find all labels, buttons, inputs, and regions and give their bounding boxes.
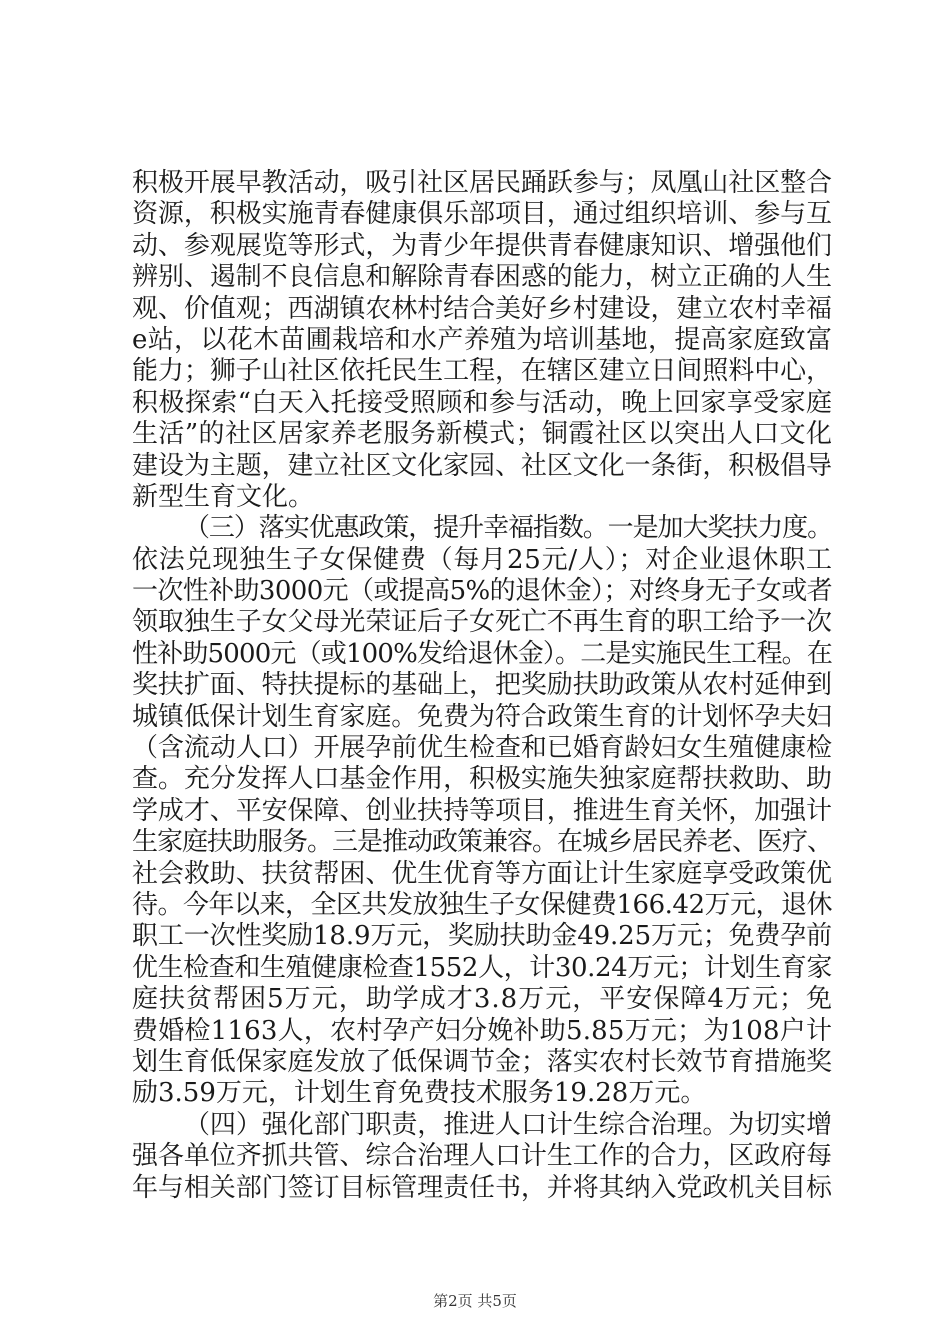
text-line: 费婚检1163人，农村孕产妇分娩补助5.85万元；为108户计 [132,1015,833,1046]
text-line: 社会救助、扶贫帮困、优生优育等方面让计生家庭享受政策优 [132,858,832,889]
text-line: 庭扶贫帮困5万元，助学成才3.8万元，平安保障4万元；免 [132,984,834,1015]
paragraph-start-line: （三）落实优惠政策，提升幸福指数。一是加大奖扶力度。 [184,513,832,544]
text-line: 职工一次性奖励18.9万元，奖励扶助金49.25万元；免费孕前 [132,921,832,952]
text-line: 查。充分发挥人口基金作用，积极实施失独家庭帮扶救助、助 [132,764,832,795]
text-line: 学成才、平安保障、创业扶持等项目，推进生育关怀，加强计 [132,795,832,826]
text-line: 领取独生子女父母光荣证后子女死亡不再生育的职工给予一次 [132,607,832,638]
page-footer: 第2页 共5页 [433,1292,517,1310]
text-line: 励3.59万元，计划生育免费技术服务19.28万元。 [132,1078,707,1109]
text-line: 待。今年以来，全区共发放独生子女保健费166.42万元，退休 [132,889,832,920]
paragraph-start-line: （四）强化部门职责，推进人口计生综合治理。为切实增 [184,1109,832,1140]
text-line: 强各单位齐抓共管、综合治理人口计生工作的合力，区政府每 [132,1141,832,1172]
text-line: 积极开展早教活动，吸引社区居民踊跃参与；凤凰山社区整合 [132,168,832,198]
text-line: 生活”的社区居家养老服务新模式；铜霞社区以突出人口文化 [132,419,833,450]
text-line: 优生检查和生殖健康检查1552人，计30.24万元；计划生育家 [132,952,832,983]
text-line: 依法兑现独生子女保健费（每月25元/人）；对企业退休职工 [132,544,833,575]
text-line: 年与相关部门签订目标管理责任书，并将其纳入党政机关目标 [132,1172,832,1203]
text-line: 一次性补助3000元（或提高5%的退休金）；对终身无子女或者 [132,576,832,607]
text-line: 资源，积极实施青春健康俱乐部项目，通过组织培训、参与互 [132,199,832,230]
text-line: 建设为主题，建立社区文化家园、社区文化一条街，积极倡导 [132,450,832,481]
text-line: 动、参观展览等形式，为青少年提供青春健康知识、增强他们 [132,230,832,261]
text-line: 城镇低保计划生育家庭。免费为符合政策生育的计划怀孕夫妇 [132,701,832,732]
body-text [132,168,832,1204]
text-line: 新型生育文化。 [132,481,315,512]
text-line: 能力；狮子山社区依托民生工程，在辖区建立日间照料中心， [132,356,832,387]
text-line: 观、价值观；西湖镇农林村结合美好乡村建设，建立农村幸福 [132,293,832,324]
text-line: 划生育低保家庭发放了低保调节金；落实农村长效节育措施奖 [132,1046,832,1077]
text-line: 生家庭扶助服务。三是推动政策兼容。在城乡居民养老、医疗、 [132,827,832,858]
text-line: （含流动人口）开展孕前优生检查和已婚育龄妇女生殖健康检 [132,733,832,764]
text-line: 奖扶扩面、特扶提标的基础上，把奖励扶助政策从农村延伸到 [132,670,832,701]
text-line: 辨别、遏制不良信息和解除青春困惑的能力，树立正确的人生 [132,262,832,293]
text-line: 积极探索“白天入托接受照顾和参与活动，晚上回家享受家庭 [132,387,833,418]
text-line: 性补助5000元（或100%发给退休金）。二是实施民生工程。在 [132,638,832,669]
text-line: e站，以花木苗圃栽培和水产养殖为培训基地，提高家庭致富 [132,324,833,355]
